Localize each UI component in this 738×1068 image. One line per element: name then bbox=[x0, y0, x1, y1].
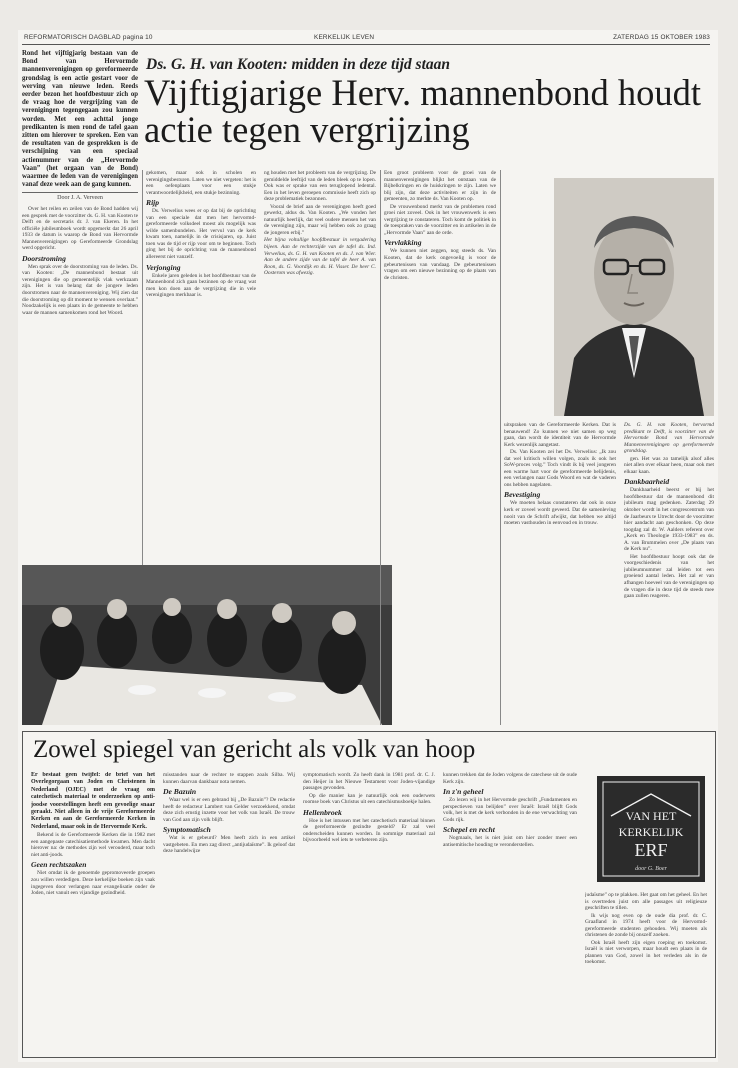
paragraph: Enkele jaren geleden is het hoofdbestuur van de Mannenbond zich gaan bezinnen op de vraag wat men kon doen aan de vergrijzing die in vele verenigingen merkbaar is. bbox=[146, 272, 256, 299]
paragraph: Waar wel is er een gebrand bij „De Bazuin”? De redactie heeft de redacteur Lambert van Gelder verzoekkend, omdat deze zich ernstig inzette voor het volk van Israël. De trouw van God aan zijn volk blijft. bbox=[163, 797, 295, 823]
paragraph: ng houden met het probleem van de vergrijzing. De gemiddelde leeftijd van de leden bleek op te lopen. Ook was er sprake van een teruglopend ledental. Een in het leven geroepen commissie heeft zich op deze problematiek bezonnen. bbox=[264, 170, 376, 203]
article-byline: Door J. A. Verveen bbox=[22, 192, 138, 202]
paragraph: Op die manier kan je natuurlijk ook een ouderwets roomse boek van Christus uit een catechismusboekje halen. bbox=[303, 792, 435, 806]
subheading: Symptomatisch bbox=[163, 825, 211, 835]
box-column-2 bbox=[163, 772, 295, 1052]
paragraph: Ik wijs nog even op de oude dia prof. dr. C. Graafland in 1974 heeft voor de Hervormd-gereformeerde studenten gehouden. Wij moeten als christenen de zonde bij onszelf zoeken. bbox=[585, 912, 707, 939]
column-rule bbox=[500, 170, 501, 725]
paragraph: Ds. Verwelius wees er op dat bij de oprichting van een speciale dat men het hervormd-gereformeerde volksdeel moest als mogelijk was wilde samenbundelen. Het vervul van de kerk kwam toen, namelijk in de crisisjaren, op. Juist toen was de tijd er rijp voor om te beginnen. Toch ging het bij de oprichting van de mannenbond allereerst niet vanzelf. bbox=[146, 208, 256, 261]
paragraph: gekomen, maar ook in scholen en verenigingsbesturen. Laten we niet vergeten: het is een oefenplaats voor een stukje verantwoordelijkheid, een stukje bezinning. bbox=[146, 170, 256, 196]
paragraph: Ds. Van Kooten zei het Ds. Verwelius: „Ik zou dat wel kritisch willen volgen, zoals ik ook het SoW-proces volg.” Toch vindt ik bij veel jongeren een warme hart voor de gereformeerde belijdenis, een verlangen naar Gods Woord en wat de vaderen ons hebben nagelaten. bbox=[504, 449, 616, 488]
subheading: De Bazuin bbox=[163, 787, 197, 797]
subheading: Schepel en recht bbox=[443, 825, 495, 835]
paragraph: Een groot probleem voor de groei van de mannenverenigingen blijkt het ontstaan van de Bijbelkringen en de huiskringen te zijn. Laten we blij zijn, dat deze activiteiten er zijn in de gemeenten, zo merkte ds. Van Kooten op. bbox=[384, 170, 496, 203]
paragraph: Het hoofdbestuur hoopt ook dat de voorgeschiedenis van het jubileumnummer zal leiden tot een groeiend aantal leden. Het zal er van afhangen hoeveel van de verenigingen op de vragen die in deze tijd de steeds mee gaan zullen reageren. bbox=[624, 553, 714, 600]
box-column-4 bbox=[443, 772, 577, 1052]
paragraph: gen. Het was zo tamelijk alsof alles niet allen over elkaar heen, maar ook met elkaar kaan. bbox=[624, 455, 714, 475]
logo-line-2: KERKELIJK bbox=[618, 825, 684, 839]
newspaper-page bbox=[18, 30, 718, 1062]
subheading: Vervlakking bbox=[384, 238, 422, 248]
article-kicker: Ds. G. H. van Kooten: midden in deze tijd staan bbox=[146, 56, 450, 73]
paragraph: We kunnen niet zeggen, nog steeds ds. Van Kooten, dat de kerk ongevoelig is voor de gebeurtenissen van vandaag. De gebeurtenissen vragen om een nieuwe bezinning op de plaats van de christen. bbox=[384, 248, 496, 281]
column-rule bbox=[380, 170, 381, 725]
column-1 bbox=[22, 50, 138, 565]
logo-line-3: ERF bbox=[634, 840, 668, 860]
paragraph: Dankbaarheid beerst er bij het hoofdbestuur dat de mannenbond dit jubileum mag gedenken. Zaterdag 29 oktober wordt in het congrescentrum van de Jaarbeurs te Utrecht door de voorzitter hier aandacht aan geschonken. Op deze toogdag zal dr. W. Aalders referent over „Kerk en Theologie 1933-1983” en ds. A. van Brummelen over „De plaats van de Kerk nu”. bbox=[624, 487, 714, 553]
box-column-1 bbox=[31, 772, 155, 1052]
subheading: In z'n geheel bbox=[443, 787, 484, 797]
portrait-illustration bbox=[554, 178, 714, 416]
column-2 bbox=[146, 170, 256, 565]
paragraph: Wat is er gebeurd? Men heeft zich in een artikel vastgebeten. En men zag direct „antijudaïsme”. Ik geloof dat deze handelwijze bbox=[163, 835, 295, 855]
paragraph: Men sprak over de doorstroming van de leden. Ds. van Kooten: „De mannenbond bestaat uit verenigingen die op gemeentelijk vlak werkzaam zijn. Het is van belang dat de jongere leden doorstromen naar de mannenvereniging. Wij zien dat die doorstroming op dit moment te wensen overlaat.” Noodzakelijk is een plaats in de gemeente te hebben waar de mannen samenkomen rond het Woord. bbox=[22, 263, 138, 316]
paragraph: Niet omdat ik de genoemde gepromoveerde groepen zou willen verdedigen. Deze kerkelijke boeken zijn vaak ingegeven door verlangen naar evangelisatie onder de Joden, niet vanuit een vijandige gezindheid. bbox=[31, 870, 155, 897]
column-5 bbox=[504, 422, 616, 725]
subheading: Hellenbroek bbox=[303, 807, 342, 817]
article-lead: Rond het vijftigjarig bestaan van de Bond van Hervormde mannenverenigingen op gereformeerde grondslag is een actie gestart voor de werving van nieuwe leden. Reeds eerder bezon het hoofdbestuur zich op de vraag hoe de vergrijzing van de verenigingen tegengegaan zou kunnen worden. Met een achttal jonge predikanten is men rond de tafel gaan zitten om hierover te spreken. Een van de resultaten van de gesprekken is de verschijning van een speciaal actienummer van de „Hervormde Vaan” (het orgaan van de Bond) waarmee de leden van de verenigingen vanaf deze week aan de gang kunnen. bbox=[22, 50, 138, 189]
column-logo bbox=[597, 776, 705, 882]
article-headline: Vijftigjarige Herv. mannenbond houdt actie tegen vergrijzing bbox=[144, 72, 701, 150]
box-column-3 bbox=[303, 772, 435, 1052]
logo-line-1: VAN HET bbox=[625, 809, 677, 823]
subheading: Verjonging bbox=[146, 262, 181, 272]
column-rule bbox=[142, 170, 143, 565]
issue-date: ZATERDAG 15 OKTOBER 1983 bbox=[613, 34, 710, 41]
paragraph: judaïsme” op te plakken. Het gaat om het geheel. En het is overtreden juist om alle passages uit religieuze geschriften te tillen. bbox=[585, 892, 707, 912]
photo-caption: Het bijna voltallige hoofdbestuur in vergadering bijeen. Aan de rechterzijde van de tafel ds. Ind. Verwelius, ds. G. H. van Kooten en ds. J. van Wier. Aan de andere zijde van de tafel de heer A. van Roon, ds. G. Voordijk en ds. H. Visser. De heer C. Oosterom was afwezig. bbox=[264, 237, 376, 277]
box-column-5 bbox=[585, 892, 707, 1052]
box-lead: Er bestaat geen twijfel: de brief van het Overlegorgaan van Joden en Christenen in Nederland (OJEC) met de vraag om catechetisch materiaal te onderzoeken op anti-joodse voorstellingen heeft een gevoelige snaar geraakt. Niet alleen in de vrije Gereformeerde Kerken en aan de Gereformeerde Kerken in Nederland, maar ook in de Hervormde Kerk. bbox=[31, 772, 155, 830]
header-rule bbox=[22, 44, 710, 45]
subheading: Bevestiging bbox=[504, 490, 541, 500]
paragraph: Over het reilen en zeilen van de Bond hadden wij een gesprek met de voorzitter ds. G. H. van Kooten te Delft en de secretaris dr. J. van Ekeren. In het officiële jubileumboek wordt opgemerkt dat 26 april 1933 de datum is waarop de Bond van Hervormde Mannenverenigingen op Gereformeerde Grondslag werd opgericht. bbox=[22, 206, 138, 252]
logo-author: door G. Boer bbox=[635, 866, 667, 872]
subheading: Geen rechtszaken bbox=[31, 860, 87, 870]
board-meeting-illustration bbox=[22, 565, 392, 725]
portrait-caption: Ds. G. H. van Kooten, hervormd predikant te Delft, is voorzitter van de Hervormde Bond van Hervormde Mannenverenigingen op gereformeerde grondslag. bbox=[624, 422, 714, 455]
paragraph: Nogmaals, het is niet juist om hier zonder meer een antisemitische houding te veronderstellen. bbox=[443, 835, 577, 848]
column-3 bbox=[264, 170, 376, 565]
section-title: KERKELIJK LEVEN bbox=[314, 34, 375, 41]
subheading: Rijp bbox=[146, 198, 160, 208]
paragraph: Vooral de brief aan de verenigingen heeft goed gewerkt, aldus ds. Van Kooten. „We vonden het natuurlijk heerlijk, dat veel oudere mensen het van de vereniging zijn, maar wij hebben ook zo graag de jongeren erbij.” bbox=[264, 203, 376, 236]
paragraph: kunnen trekken dat de Joden volgens de catechese uit de oude Kerk zijn. bbox=[443, 772, 577, 785]
paper-name: REFORMATORISCH DAGBLAD pagina 10 bbox=[24, 34, 153, 41]
paragraph: Ook Israël heeft zijn eigen roeping en toekomst. Israël is niet verworpen, maar houdt een plaats in de plannen van God, zowel in het verleden als in de toekomst. bbox=[585, 939, 707, 966]
subheading: Doorstroming bbox=[22, 253, 66, 263]
paragraph: misstanden naar de rechter te stappen zoals Silba. Wij kunnen daarvan dankbaar nota nemen. bbox=[163, 772, 295, 785]
column-4 bbox=[384, 170, 496, 725]
subheading: Dankbaarheid bbox=[624, 477, 670, 487]
paragraph: Zo lezen wij in het Hervormde geschrift „Fundamenten en perspectieven van belijden” over Israël: Israël blijft Gods volk, het is met de kerk verbonden in de ene verwachting van Gods rijk. bbox=[443, 797, 577, 823]
dinner-table-photo bbox=[22, 565, 392, 725]
paragraph: We moeten helaas constateren dat ook in onze kerk er zoveel wordt geveerd. Dat de samenleving nooit van de Schrift afwijkt, dat hebben we altijd moeten vasthouden in eenvoud en in trouw. bbox=[504, 500, 616, 527]
column-6 bbox=[624, 422, 714, 725]
paragraph: uitspraken van de Gereformeerde Kerken. Dat is benauwend! Zo kunnen we niet samen op weg gaan, dan wordt de identiteit van de Hervormde Kerk wezenlijk aangetast. bbox=[504, 422, 616, 448]
portrait-photo bbox=[554, 178, 714, 416]
paragraph: symptomatisch wordt. Zo heeft dank in 1981 prof. dr. C. J. den Heijer in het Nieuwe Testament voor Joden-vijandige passages gevonden. bbox=[303, 772, 435, 792]
column-logo-art bbox=[597, 776, 705, 882]
paragraph: Bekend is de Gereformeerde Kerken die in 1982 met een aangepaste catechisatiemethode kwamen. Men dacht hierover na: de methodes zijn wel verouderd, maar toch niet anti-joods. bbox=[31, 832, 155, 858]
boxed-article bbox=[22, 731, 716, 1058]
paragraph: De vrouwenbond merkt van de problemen rond groei niet zoveel. Ook in het vrouwenwerk is een vergrijzing te constateren. Toch komt de politiek in de toespraken van de voorzitter en in artikelen in de „Hervormde Vaan” aan de orde. bbox=[384, 203, 496, 236]
box-headline: Zowel spiegel van gericht als volk van hoop bbox=[33, 736, 476, 763]
paragraph: Hoe is het intussen met het catechetisch materiaal binnen de gereformeerde gezindte gesteld? Er zal veel onderscheiden kunnen worden. In sommige materiaal zal bijvoorbeeld wel iets te verbeteren zijn. bbox=[303, 817, 435, 844]
